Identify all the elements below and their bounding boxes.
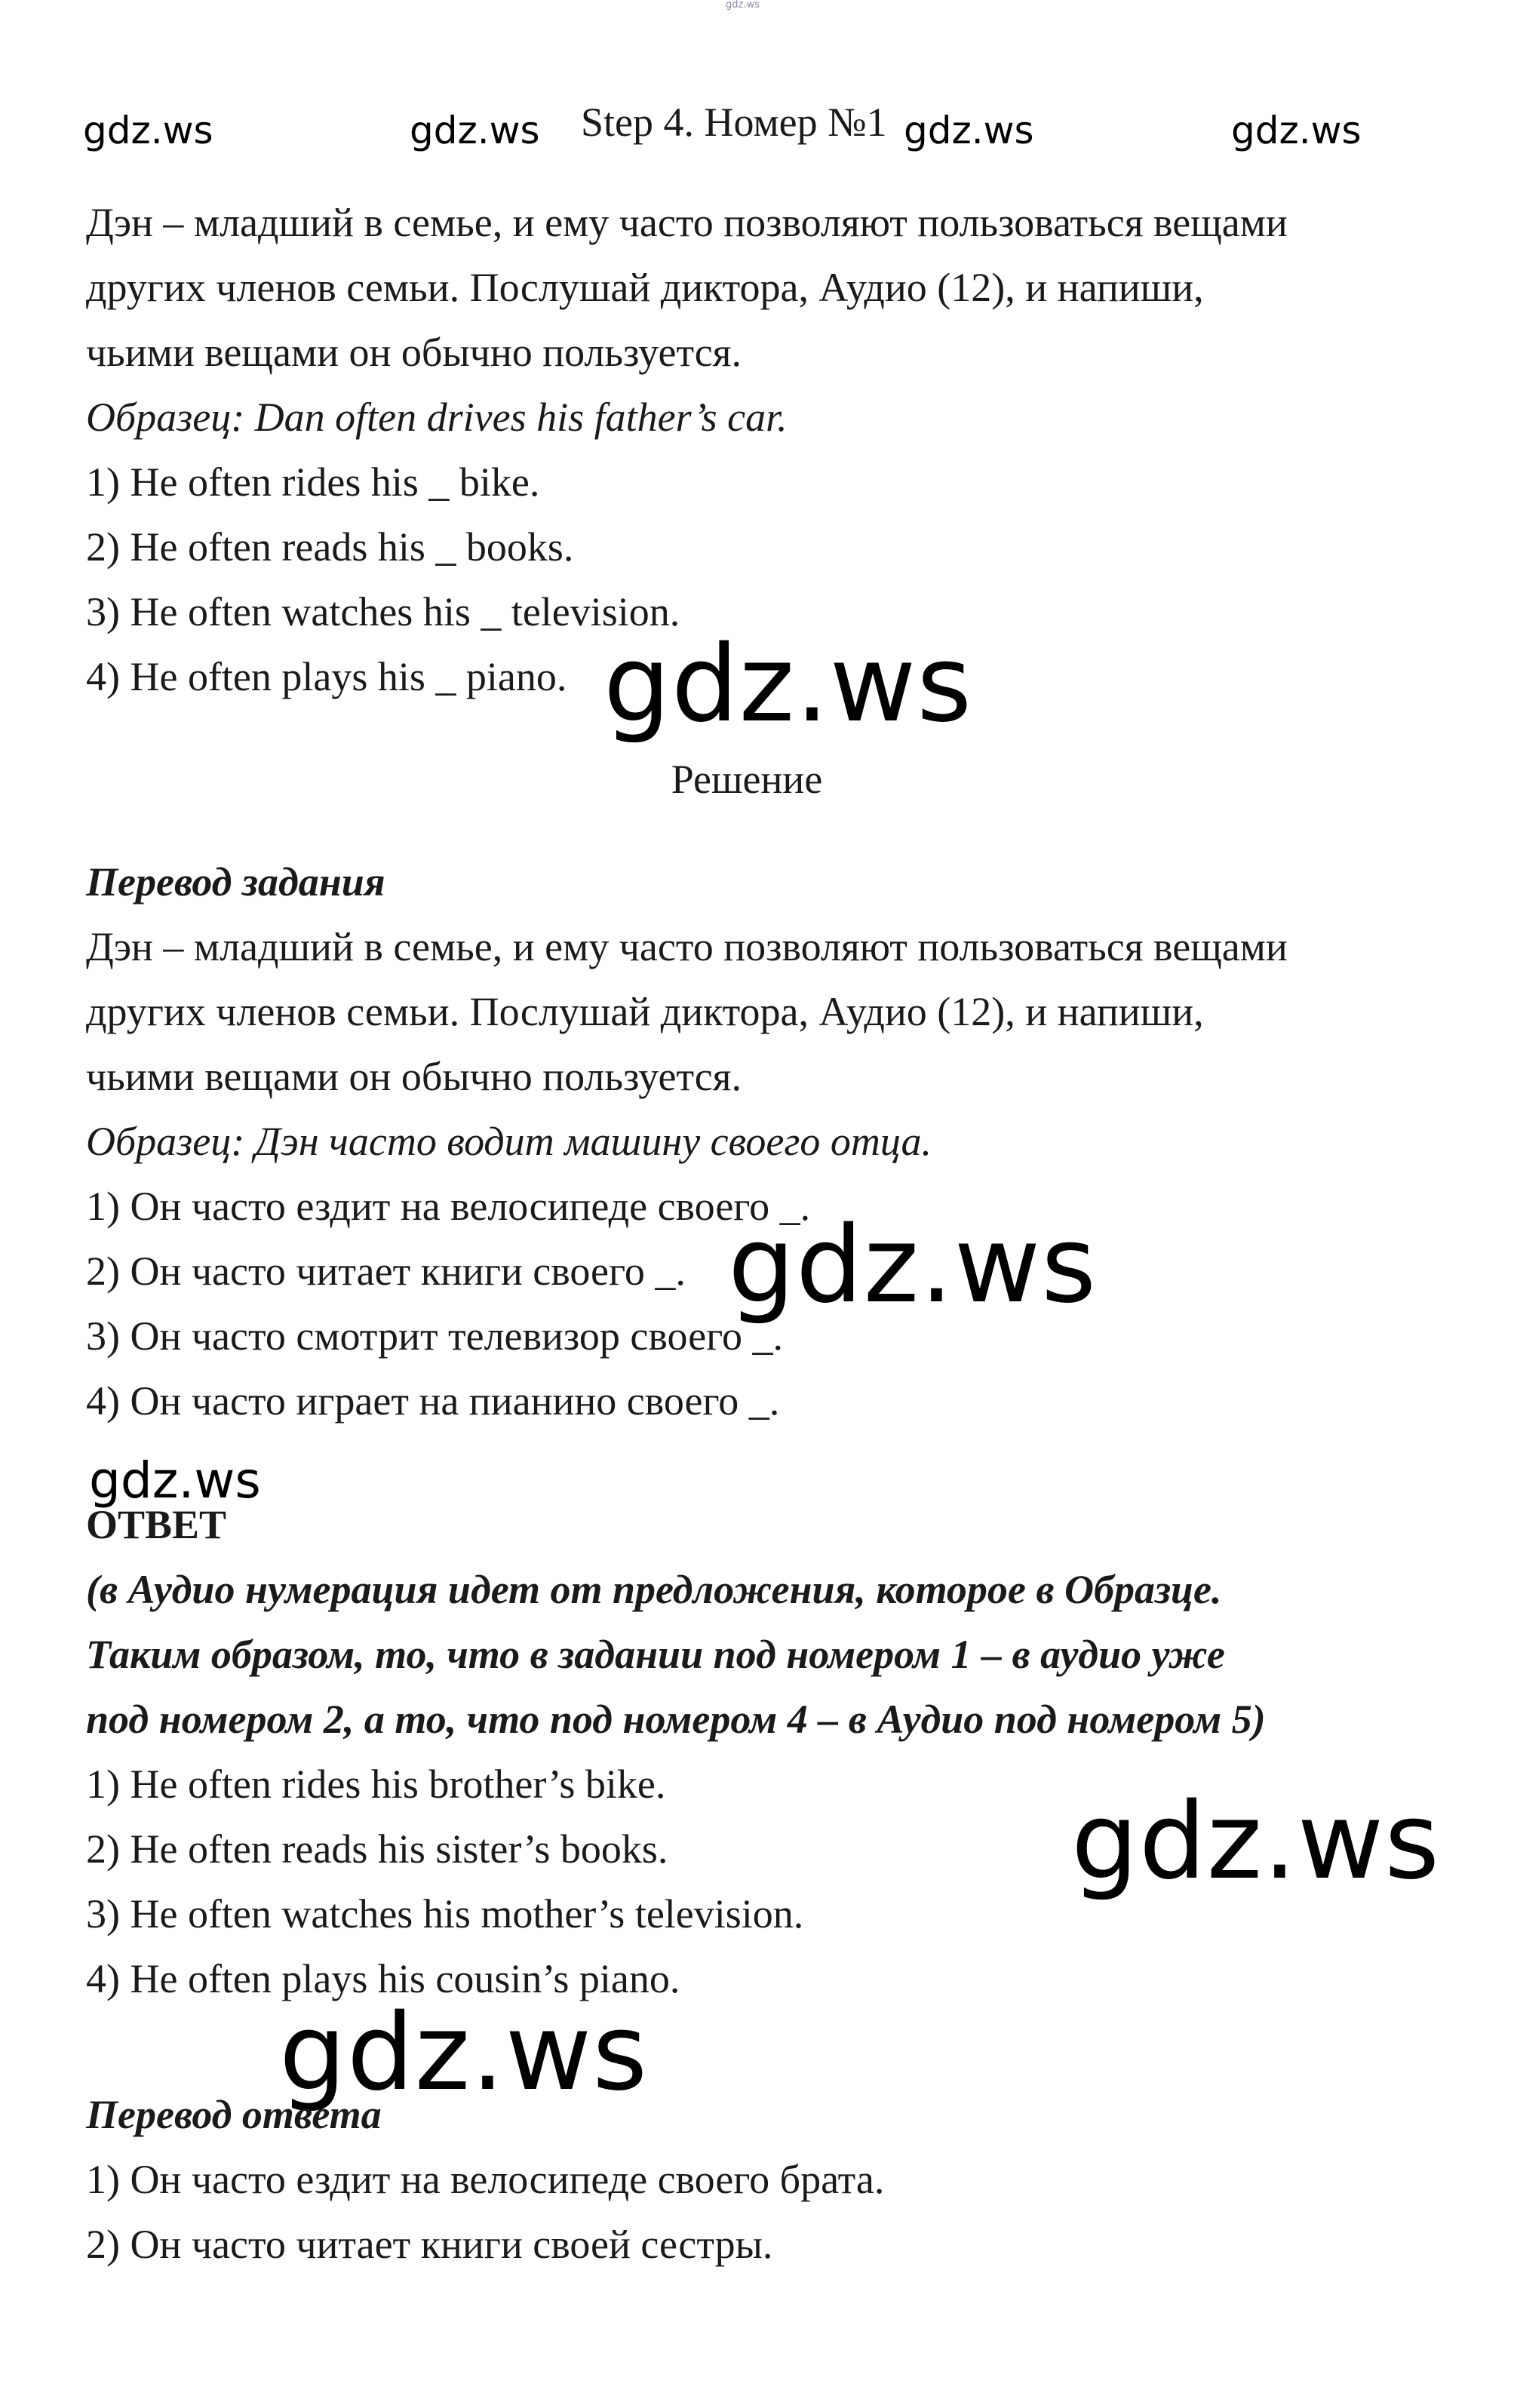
translation-item-3: 3) Он часто смотрит телевизор своего _. [86, 1313, 783, 1359]
answer-translation-heading: Перевод ответа [86, 2092, 382, 2137]
task-intro-line-2: других членов семьи. Послушай диктора, Аудио (12), и напиши, [86, 265, 1204, 310]
solution-label: Решение [671, 757, 823, 802]
task-item-4: 4) He often plays his _ piano. [86, 654, 567, 699]
task-item-2: 2) He often reads his _ books. [86, 524, 574, 570]
watermark-big-3: gdz.ws [1071, 1780, 1441, 1903]
watermark-top-3: gdz.ws [904, 109, 1034, 152]
answer-item-3: 3) He often watches his mother’s television. [86, 1891, 804, 1937]
translation-heading: Перевод задания [86, 859, 385, 905]
translation-item-4: 4) Он часто играет на пианино своего _. [86, 1378, 780, 1424]
watermark-big-4: gdz.ws [279, 1992, 649, 2115]
answer-translation-item-2: 2) Он часто читает книги своей сестры. [86, 2222, 773, 2267]
watermark-big-2: gdz.ws [728, 1204, 1098, 1327]
watermark-tiny: gdz.ws [726, 0, 760, 11]
translation-intro-line-3: чьими вещами он обычно пользуется. [86, 1054, 742, 1099]
answer-note-line-1: (в Аудио нумерация идет от предложения, которое в Образце. [86, 1567, 1222, 1612]
watermark-top-4: gdz.ws [1231, 109, 1362, 152]
watermark-top-2: gdz.ws [410, 109, 540, 152]
watermark-big-1: gdz.ws [603, 623, 973, 746]
task-item-3: 3) He often watches his _ television. [86, 589, 680, 634]
page-title: Step 4. Номер №1 [581, 100, 887, 145]
task-item-1: 1) He often rides his _ bike. [86, 459, 540, 505]
translation-intro-line-1: Дэн – младший в семье, и ему часто позволяют пользоваться вещами [86, 924, 1288, 969]
translation-item-2: 2) Он часто читает книги своего _. [86, 1249, 686, 1294]
task-intro-line-3: чьими вещами он обычно пользуется. [86, 330, 742, 375]
answer-note-line-2: Таким образом, то, что в задании под номером 1 – в аудио уже [86, 1632, 1225, 1677]
translation-sample: Образец: Дэн часто водит машину своего отца. [86, 1119, 932, 1164]
translation-item-1: 1) Он часто ездит на велосипеде своего _. [86, 1184, 811, 1229]
watermark-top-1: gdz.ws [83, 109, 213, 152]
task-sample: Образец: Dan often drives his father’s car. [86, 395, 788, 440]
answer-item-1: 1) He often rides his brother’s bike. [86, 1761, 666, 1807]
answer-item-2: 2) He often reads his sister’s books. [86, 1826, 668, 1872]
watermark-mid: gdz.ws [89, 1451, 261, 1510]
task-intro-line-1: Дэн – младший в семье, и ему часто позволяют пользоваться вещами [86, 200, 1288, 245]
translation-intro-line-2: других членов семьи. Послушай диктора, Аудио (12), и напиши, [86, 989, 1204, 1034]
answer-item-4: 4) He often plays his cousin’s piano. [86, 1956, 680, 2001]
answer-translation-item-1: 1) Он часто ездит на велосипеде своего брата. [86, 2157, 885, 2202]
answer-heading: ОТВЕТ [86, 1502, 227, 1547]
answer-note-line-3: под номером 2, а то, что под номером 4 – в Аудио под номером 5) [86, 1697, 1266, 1742]
